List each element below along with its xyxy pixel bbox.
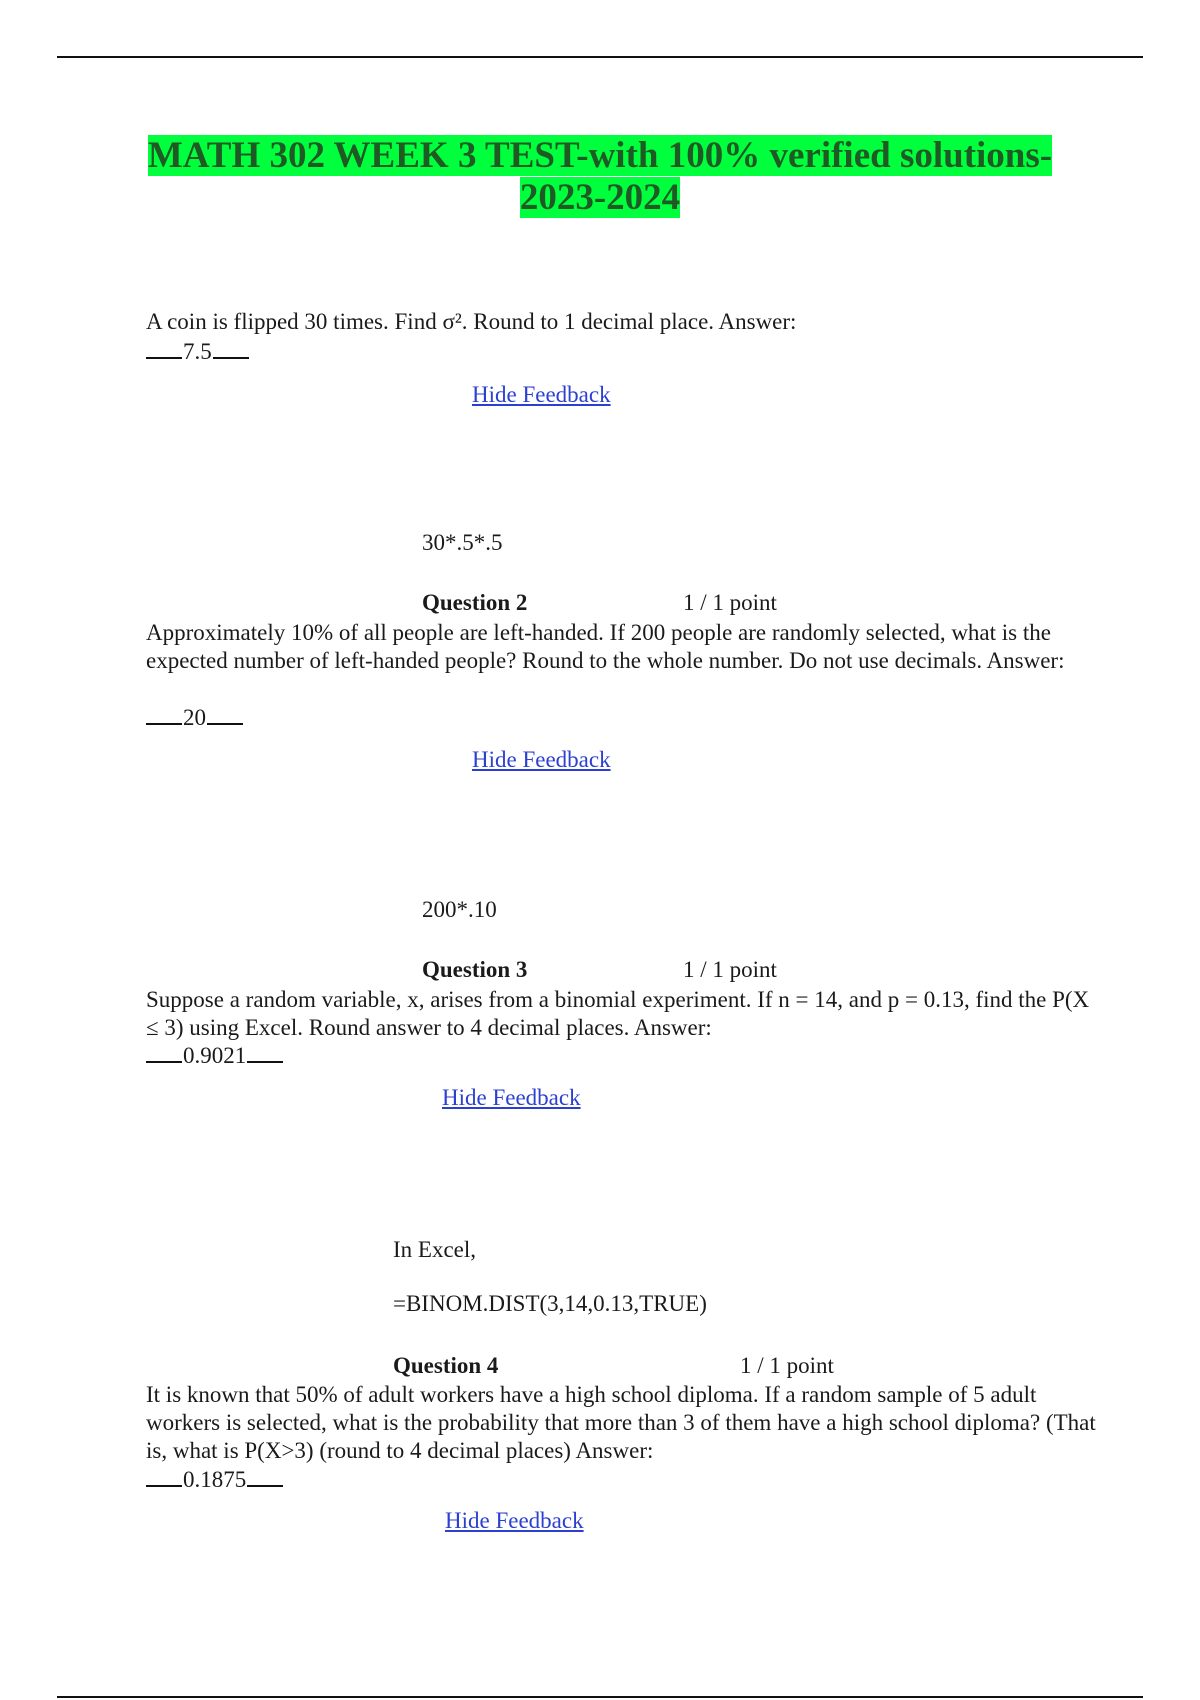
question-4-label: Question 4 [393,1353,499,1378]
question-3-text: Suppose a random variable, x, arises from a binomial experiment. If n = 14, and p = 0.13, find the P(X ≤ 3) using Excel. Round answer to 4 decimal places. Answer: [146,987,1090,1040]
question-2-answer [146,703,243,732]
answer-value: 7.5 [183,339,212,364]
question-4-answer [146,1465,283,1494]
question-2-points: 1 / 1 point [683,590,777,615]
question-1-text: A coin is flipped 30 times. Find σ². Round to 1 decimal place. Answer: [146,309,797,334]
hide-feedback-link-4[interactable]: Hide Feedback [445,1508,584,1533]
hide-feedback-link-3[interactable]: Hide Feedback [442,1085,581,1110]
question-3-points: 1 / 1 point [683,957,777,982]
title-line-1: MATH 302 WEEK 3 TEST-with 100% verified solutions- [147,135,1053,176]
feedback-1-line-1: 30*.5*.5 [422,530,503,555]
question-2-text: Approximately 10% of all people are left-handed. If 200 people are randomly selected, what is the expected number of left-handed people? Round to the whole number. Do not use decimals. Answer: [146,620,1065,673]
document-title [0,135,1200,219]
answer-value: 0.9021 [183,1043,247,1068]
question-3-answer [146,1041,283,1070]
question-3-label: Question 3 [422,957,528,982]
question-4-points: 1 / 1 point [740,1353,834,1378]
answer-value: 20 [183,705,206,730]
question-4-text: It is known that 50% of adult workers have a high school diploma. If a random sample of 5 adult workers is selected, what is the probability that more than 3 of them have a high school diploma? (That is, what is P(X>3) (round to 4 decimal places) Answer: [146,1382,1096,1463]
feedback-3-line-2: =BINOM.DIST(3,14,0.13,TRUE) [393,1291,707,1316]
top-rule [57,56,1143,58]
feedback-2-line-1: 200*.10 [422,897,497,922]
hide-feedback-link-1[interactable]: Hide Feedback [472,382,611,407]
title-line-2: 2023-2024 [519,177,681,218]
question-2-label: Question 2 [422,590,528,615]
hide-feedback-link-2[interactable]: Hide Feedback [472,747,611,772]
feedback-3-line-1: In Excel, [393,1237,477,1262]
question-1-answer [146,337,249,366]
answer-value: 0.1875 [183,1467,247,1492]
bottom-rule [57,1696,1143,1698]
